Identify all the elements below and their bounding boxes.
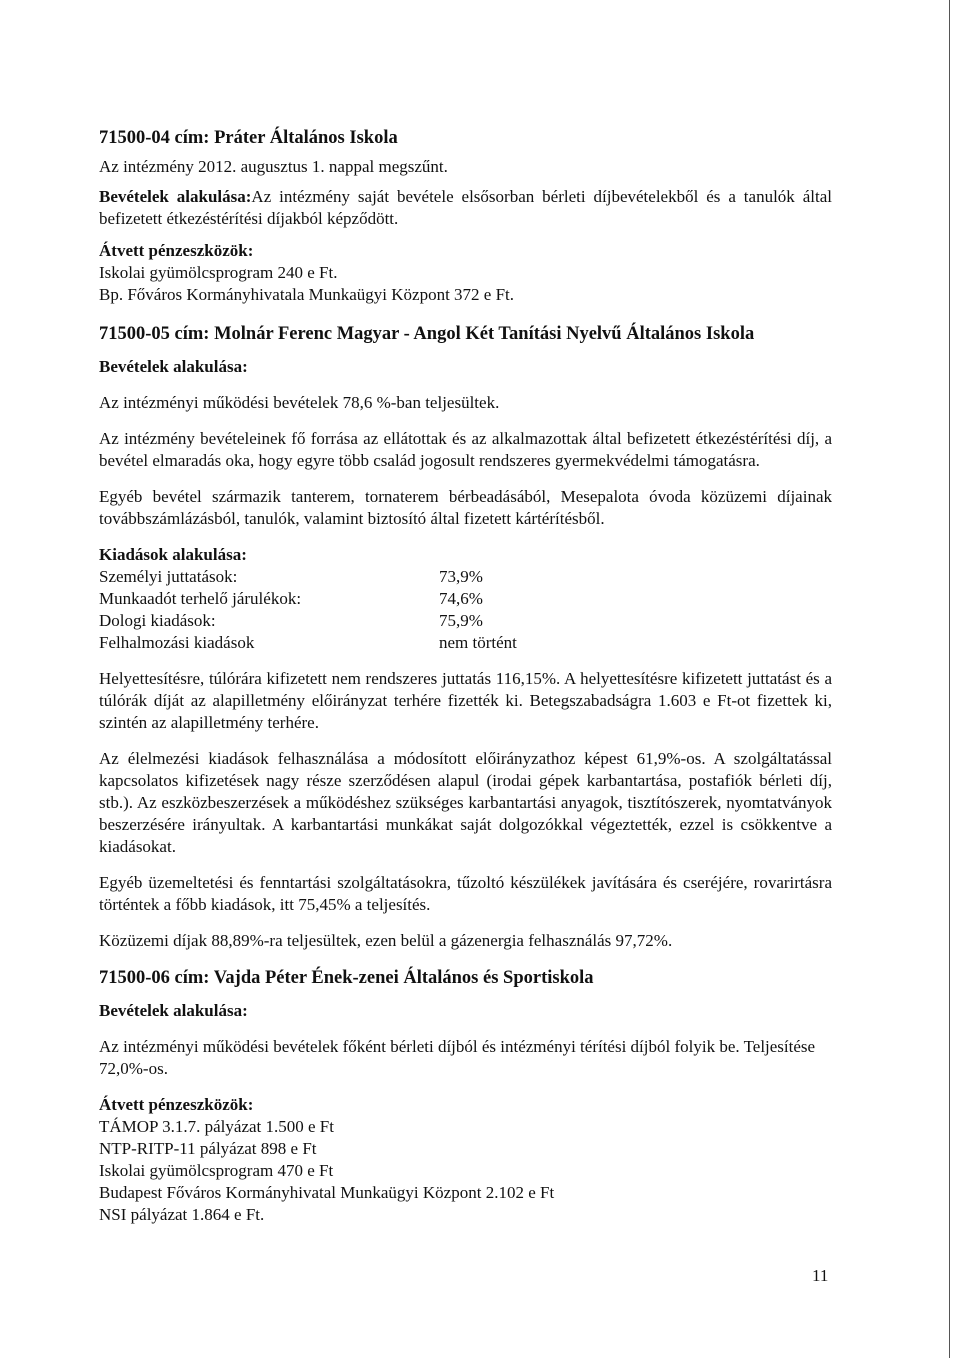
operations-paragraph: Egyéb üzemeltetési és fenntartási szolgáltatásokra, tűzoltó készülékek javítására és cseréjére, rovarirtásra történtek a főbb kiadások, itt 75,45% a teljesítés. — [99, 873, 832, 914]
expense-row-label: Felhalmozási kiadások — [99, 633, 255, 652]
page-edge-line — [949, 0, 950, 1358]
expense-row-value: 74,6% — [439, 589, 483, 608]
s1-fund-item: Bp. Főváros Kormányhivatala Munkaügyi Központ 372 e Ft. — [99, 285, 515, 304]
document-page — [99, 126, 832, 1226]
s3-fund-item: NSI pályázat 1.864 e Ft. — [99, 1205, 265, 1224]
s3-revenue-label: Bevételek alakulása: — [99, 1001, 248, 1020]
s2-revenue-p1: Az intézményi működési bevételek 78,6 %-ban teljesültek. — [99, 393, 500, 412]
s1-fund-item: Iskolai gyümölcsprogram 240 e Ft. — [99, 263, 338, 282]
section-heading-71500-04: 71500-04 cím: Práter Általános Iskola — [99, 128, 398, 148]
utilities-paragraph: Közüzemi díjak 88,89%-ra teljesültek, ezen belül a gázenergia felhasználás 97,72%. — [99, 931, 673, 950]
expense-row — [99, 566, 832, 588]
closure-note: Az intézmény 2012. augusztus 1. nappal megszűnt. — [99, 157, 448, 176]
s3-fund-item: Iskolai gyümölcsprogram 470 e Ft — [99, 1161, 334, 1180]
page-number: 11 — [812, 1266, 829, 1285]
s2-revenue-label: Bevételek alakulása: — [99, 357, 248, 376]
overtime-paragraph: Helyettesítésre, túlórára kifizetett nem rendszeres juttatás 116,15%. A helyettesítésre kifizetett juttatást és a túlórák díját az alapilletmény előirányzat terhére fizették ki. Betegszabadságra 1.603 e Ft-ot fizettek ki, szintén az alapilletmény terhére. — [99, 669, 832, 732]
s3-fund-item: TÁMOP 3.1.7. pályázat 1.500 e Ft — [99, 1117, 334, 1136]
expense-row — [99, 588, 832, 610]
expense-row — [99, 610, 832, 632]
expense-row-label: Személyi juttatások: — [99, 567, 238, 586]
s2-revenue-p2: Az intézmény bevételeinek fő forrása az ellátottak és az alkalmazottak által befizetett étkezéstérítési díj, a bevétel elmaradás oka, hogy egyre több család jogosult rendszeres gyermekvédelmi támogatásra. — [99, 429, 832, 470]
expense-row-value: 73,9% — [439, 567, 483, 586]
s3-fund-item: NTP-RITP-11 pályázat 898 e Ft — [99, 1139, 317, 1158]
s2-expense-label: Kiadások alakulása: — [99, 545, 247, 564]
s3-funds-label: Átvett pénzeszközök: — [99, 1095, 254, 1114]
food-expense-paragraph: Az élelmezési kiadások felhasználása a módosított előirányzathoz képest 61,9%-os. A szolgáltatással kapcsolatos kifizetések nagy része szerződésen alapul (irodai gépek karbantartása, postafiók bérleti díj, stb.). Az eszközbeszerzések a működéshez szükséges karbantartási anyagok, tisztítószerek, nyomtatványok beszerzésére irányultak. A karbantartási munkákat saját dolgozókkal végeztették, ezzel is csökkentve a kiadásokat. — [99, 749, 832, 856]
section-heading-71500-06: 71500-06 cím: Vajda Péter Ének-zenei Általános és Sportiskola — [99, 968, 594, 988]
s1-revenue-paragraph — [99, 186, 832, 230]
expense-row-value: 75,9% — [439, 611, 483, 630]
s1-funds-label: Átvett pénzeszközök: — [99, 241, 254, 260]
section-heading-71500-05: 71500-05 cím: Molnár Ferenc Magyar - Angol Két Tanítási Nyelvű Általános Iskola — [99, 324, 755, 344]
s2-revenue-p3: Egyéb bevétel származik tanterem, tornaterem bérbeadásából, Mesepalota óvoda közüzemi díjainak továbbszámlázásból, tanulók, valamint biztosító által fizetett kártérítésből. — [99, 487, 832, 528]
s1-revenue-label: Bevételek alakulása: — [99, 187, 252, 206]
s3-revenue-text: Az intézményi működési bevételek főként bérleti díjból és intézményi térítési díjból folyik be. Teljesítése 72,0%-os. — [99, 1037, 816, 1078]
expense-table — [99, 566, 832, 654]
expense-row-label: Munkaadót terhelő járulékok: — [99, 589, 302, 608]
expense-row — [99, 632, 832, 654]
expense-row-label: Dologi kiadások: — [99, 611, 216, 630]
expense-row-value: nem történt — [439, 633, 517, 652]
s3-fund-item: Budapest Főváros Kormányhivatal Munkaügyi Központ 2.102 e Ft — [99, 1183, 555, 1202]
s1-revenue-text: Az intézmény saját bevétele elsősorban bérleti díjbevételekből és a tanulók által befizetett étkezéstérítési díjakból képződött. — [99, 187, 832, 228]
